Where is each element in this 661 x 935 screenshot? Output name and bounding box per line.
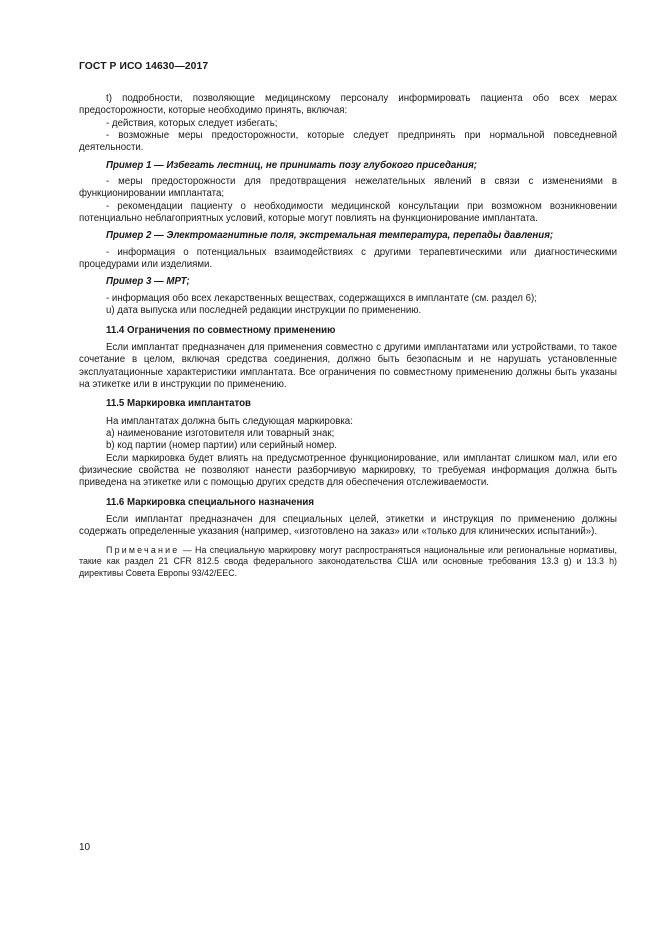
list-item-prevent: - меры предосторожности для предотвращения нежелательных явлений в связи с изменениями в функционировании имплантата; (79, 176, 617, 200)
section-heading-11-4: 11.4 Ограничения по совместному применению (106, 324, 336, 336)
example-2: Пример 2 — Электромагнитные поля, экстремальная температура, перепады давления; (106, 230, 554, 242)
note-label: Примечание (106, 544, 180, 555)
example-3: Пример 3 — МРТ; (106, 276, 190, 288)
list-item-t: t) подробности, позволяющие медицинскому персоналу информировать пациента обо всех мерах предосторожности, которые необходимо принять, включая: (79, 93, 617, 117)
section-heading-11-6: 11.6 Маркировка специального назначения (106, 496, 314, 508)
section-11-5-text: Если маркировка будет влиять на предусмотренное функционирование, или имплантат слишком мал, или его физические свойства не позволяют нанести разборчивую маркировку, то требуемая информация должна быть приведена на этикетке или с помощью других средств для обеспечения отслеживаемости. (79, 452, 617, 489)
list-item-b: b) код партии (номер партии) или серийный номер. (106, 440, 337, 452)
section-11-6-text: Если имплантат предназначен для специальных целей, этикетки и инструкция по применению должны содержать определенные указания (например, «изготовлено на заказ» или «только для клинических испытаний»). (79, 513, 617, 538)
note (79, 545, 617, 580)
document-header: ГОСТ Р ИСО 14630—2017 (79, 61, 209, 72)
list-item-a: а) наименование изготовителя или товарный знак; (106, 427, 335, 439)
list-item-avoid: - действия, которых следует избегать; (106, 117, 278, 129)
page-number: 10 (79, 842, 91, 853)
list-item-drugs: - информация обо всех лекарственных веществах, содержащихся в имплантате (см. раздел 6); (106, 292, 537, 304)
page-content (79, 93, 617, 579)
list-item-u: u) дата выпуска или последней редакции инструкции по применению. (106, 305, 422, 317)
note-text: — На специальную маркировку могут распространяться национальные или региональные нормативы, такие как раздел 21 CFR 812.5 свода федерального законодательства США или основные требования 13.3 g) и 13.3 h) директивы Совета Европы 93/42/ЕЕС. (79, 544, 617, 578)
section-11-4-text: Если имплантат предназначен для применения совместно с другими имплантатами или устройствами, то такое сочетание в целом, включая средства соединения, должно быть безопасным и не нарушать установленные эксплуатационные характеристики имплантата. Все ограничения по совместному применению должны быть указаны на этикетке или в инструкции по применению. (79, 341, 617, 390)
example-1: Пример 1 — Избегать лестниц, не принимать позу глубокого приседания; (106, 159, 478, 171)
list-item-consult: - рекомендации пациенту о необходимости медицинской консультации при возможном возникновении потенциально неблагоприятных условий, которые могут повлиять на функционирование имплантата. (79, 200, 617, 225)
section-11-5-intro: На имплантатах должна быть следующая маркировка: (106, 415, 353, 427)
section-heading-11-5: 11.5 Маркировка имплантатов (106, 398, 252, 410)
list-item-normal-activity: - возможные меры предосторожности, которые следует предпринять при нормальной повседневной деятельности. (79, 130, 617, 154)
list-item-interactions: - информация о потенциальных взаимодействиях с другими терапевтическими или диагностическими процедурами или изделиями. (79, 246, 617, 271)
